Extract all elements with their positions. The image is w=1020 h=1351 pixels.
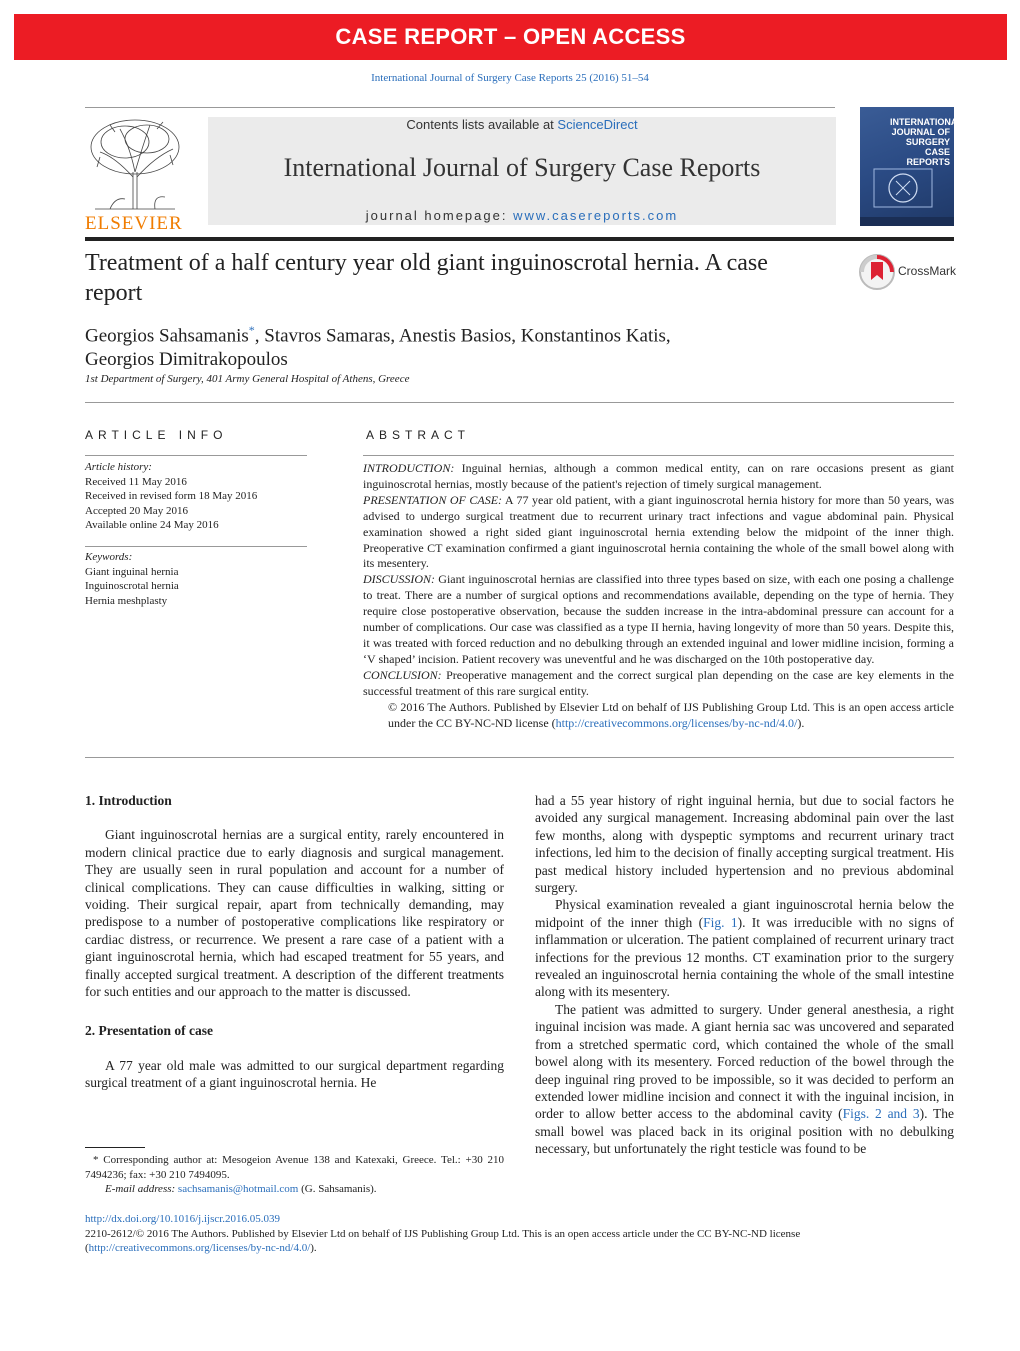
abstract-concl-label: CONCLUSION: <box>363 667 442 682</box>
surgery-text-b: ). The small bowel was placed back in its original position with no debulking necessary, but unfortunately the right testicle was found to be <box>535 1106 954 1157</box>
author-list <box>85 318 845 372</box>
keyword-item: Inguinoscrotal hernia <box>85 580 179 592</box>
affiliation: 1st Department of Surgery, 401 Army General Hospital of Athens, Greece <box>85 373 410 385</box>
page-footer <box>85 1212 954 1256</box>
header-bottom-rule <box>85 237 954 241</box>
exam-text-b: ). It was irreducible with no signs of inflammation or ulceration. The patient complained of recurrent urinary tract infections for the previous 12 months. CT examination prior to the surgery revealed an inguinoscrotal hernia containing the whole of the small intestine along with its mesentery. <box>535 914 954 1000</box>
section-heading-introduction: 1. Introduction <box>85 793 172 808</box>
email-link[interactable]: sachsamanis@hotmail.com <box>177 1183 299 1196</box>
contents-prefix: Contents lists available at <box>406 117 558 132</box>
abstract-copyright <box>363 700 954 732</box>
abstract-discussion <box>363 572 954 667</box>
keywords-rule <box>85 546 307 547</box>
article-info-heading: ARTICLE INFO <box>85 428 228 442</box>
copyright-end: ). <box>797 715 805 730</box>
corresponding-marker[interactable]: * <box>248 323 255 337</box>
abstract-heading: ABSTRACT <box>366 428 471 442</box>
case-paragraph: A 77 year old male was admitted to our surgical department regarding surgical treatment of a giant inguinoscrotal hernia. He <box>85 1057 504 1091</box>
abstract-disc-text: Giant inguinoscrotal hernias are classified into three types based on size, with each one posing a challenge to treat. There are a number of surgical options and recommendations available, depending on the type of hernia. They require close postoperative observation, because the sudden increase in the intra-abdominal pressure can account for a number of complications. Our case was classified as a type II hernia, having longevity of more than 50 years. Despite this, it was treated with forced reduction and no debulking through an extended inguinal and lower midline incision, forming a ‘V shaped’ incision. Patient recovery was uneventful and he was discharged on the 10th postoperative day. <box>363 572 954 666</box>
fig1-link[interactable]: Fig. 1 <box>703 914 738 930</box>
abstract-intro-label: INTRODUCTION: <box>363 461 455 475</box>
abstract-intro-text: Inguinal hernias, although a common medical entity, can on rare occasions present as giant inguinoscrotal hernias, mostly because of the patient's rejection of timely surgical management. <box>363 461 954 491</box>
abstract-conclusion <box>363 668 954 700</box>
elsevier-tree-icon <box>85 117 185 212</box>
history-paragraph: had a 55 year history of right inguinal hernia, but due to social factors he avoided any surgical management. Increasing abdominal pain over the last few months, along with dyspeptic symptoms and recurrent urinary tract infections, led him to the decision of finally accepting surgical treatment. His past medical history included hypertension and no previous abdominal surgery. <box>535 793 954 896</box>
elsevier-wordmark: ELSEVIER <box>85 213 183 234</box>
abstract-rule <box>363 455 954 456</box>
abstract-body <box>363 461 954 731</box>
info-top-rule <box>85 402 954 403</box>
footnote-text: Corresponding author at: Mesogeion Avenue 138 and Katexaki, Greece. Tel.: +30 210 7494236; fax: +30 210 7494095. <box>85 1154 504 1181</box>
abstract-case <box>363 493 954 573</box>
cover-emblem-icon <box>860 107 963 226</box>
author-primary[interactable]: Georgios Sahsamanis <box>85 325 249 347</box>
journal-title[interactable]: International Journal of Surgery Case Reports <box>283 153 761 182</box>
author-others: , Stavros Samaras, Anestis Basios, Konstantinos Katis, <box>254 325 671 347</box>
section-heading-case: 2. Presentation of case <box>85 1023 213 1039</box>
article-history <box>85 460 307 533</box>
homepage-prefix: journal homepage: <box>365 208 514 223</box>
keyword-item: Hernia meshplasty <box>85 594 168 607</box>
keywords-label: Keywords: <box>85 551 133 563</box>
crossmark-badge[interactable] <box>858 253 958 293</box>
body-left-column <box>85 792 504 1092</box>
exam-text-a: Physical examination revealed a giant inguinoscrotal hernia below the midpoint of the inner thigh ( <box>535 897 954 930</box>
info-rule <box>85 455 307 456</box>
email-end: (G. Sahsamanis). <box>298 1183 377 1196</box>
author-last: Georgios Dimitrakopoulos <box>85 349 288 371</box>
email-label: E-mail address: <box>105 1183 178 1196</box>
surgery-paragraph <box>535 1001 954 1158</box>
license-link[interactable]: http://creativecommons.org/licenses/by-nc-nd/4.0/ <box>555 715 798 730</box>
footnote-star: * <box>93 1154 99 1166</box>
history-revised: Received in revised form 18 May 2016 <box>85 490 258 502</box>
article-title: Treatment of a half century year old giant inguinoscrotal hernia. A case report <box>85 250 768 306</box>
footnote-rule <box>85 1147 145 1148</box>
abstract-case-text: A 77 year old patient, with a giant inguinoscrotal hernia history for more than 50 years, was advised to undergo surgical treatment due to recurrent urinary tract infections and vague abdominal pain. Physical examination showed a right sided giant inguinoscrotal hernia extending below the midpoint of the inner thigh. Preoperative CT examination confirmed a giant inguinoscrotal hernia containing the whole of the small bowel along with its mesentery. <box>363 492 954 571</box>
keywords <box>85 550 307 608</box>
surgery-text-a: The patient was admitted to surgery. Under general anesthesia, a right inguinal incision was made. A giant hernia sac was uncovered and separated from a stretched spermatic cord, which contained the whole of the small bowel along with its mesentery. Forced reduction of the bowel through the deep inguinal ring proved to be impossible, so it was decided to perform an extended lower midline incision and connect it with the inguinal incision, in order to allow better access to the abdominal cavity ( <box>535 1001 954 1122</box>
copyright-text: © 2016 The Authors. Published by Elsevier Ltd on behalf of IJS Publishing Group Ltd. This is an open access article under the CC BY-NC-ND license ( <box>388 699 954 730</box>
footer-license-link[interactable]: http://creativecommons.org/licenses/by-nc-nd/4.0/ <box>88 1242 311 1255</box>
crossmark-label: CrossMark <box>898 264 957 278</box>
history-accepted: Accepted 20 May 2016 <box>85 504 188 517</box>
contents-line <box>208 117 836 132</box>
abstract-case-label: PRESENTATION OF CASE: <box>363 492 503 507</box>
cover-title: INTERNATIONAL JOURNAL OF SURGERY CASE REPORTS <box>890 117 963 167</box>
keyword-item: Giant inguinal hernia <box>85 565 179 578</box>
journal-homepage <box>208 208 836 223</box>
history-received: Received 11 May 2016 <box>85 475 187 488</box>
footer-end: ). <box>310 1242 317 1255</box>
body-top-rule <box>85 757 954 758</box>
doi-link[interactable]: http://dx.doi.org/10.1016/j.ijscr.2016.05.039 <box>85 1213 281 1225</box>
elsevier-logo <box>85 117 185 234</box>
sciencedirect-link[interactable]: ScienceDirect <box>557 117 638 132</box>
intro-paragraph: Giant inguinoscrotal hernias are a surgical entity, rarely encountered in modern clinical practice due to early diagnosis and surgical management. They are usually seen in rural population and account for a number of clinical complications. They can cause difficulties in walking, sitting or voiding. Their surgical repair, apart from technically demanding, may predispose to a number of postoperative complications like respiratory or cardiac distress, or recurrence. We present a rare case of a patient with a giant inguinoscrotal hernia, which had escaped treatment for 55 years, and finally accepted surgical treatment. A description of the different treatments for such entities and our approach to the matter is discussed. <box>85 827 504 1000</box>
footer-license-text: 2210-2612/© 2016 The Authors. Published by Elsevier Ltd on behalf of IJS Publishing Group Ltd. This is an open access article under the CC BY-NC-ND license ( <box>85 1227 801 1255</box>
abstract-intro <box>363 461 954 493</box>
abstract-disc-label: DISCUSSION: <box>363 572 435 587</box>
body-right-column <box>535 792 954 1158</box>
crossmark-icon <box>858 253 896 291</box>
figs-link[interactable]: Figs. 2 and 3 <box>842 1106 920 1122</box>
history-label: Article history: <box>85 461 152 473</box>
journal-citation[interactable]: International Journal of Surgery Case Reports 25 (2016) 51–54 <box>371 72 649 84</box>
history-online: Available online 24 May 2016 <box>85 519 219 531</box>
corresponding-footnote <box>85 1153 504 1197</box>
case-report-banner: CASE REPORT – OPEN ACCESS <box>14 14 1007 60</box>
abstract-concl-text: Preoperative management and the correct surgical plan depending on the case are key elements in the successful treatment of this rare surgical entity. <box>363 667 954 698</box>
homepage-link[interactable]: www.casereports.com <box>513 208 679 223</box>
journal-cover-image[interactable] <box>860 107 963 226</box>
header-top-rule <box>85 107 835 108</box>
exam-paragraph <box>535 896 954 1000</box>
